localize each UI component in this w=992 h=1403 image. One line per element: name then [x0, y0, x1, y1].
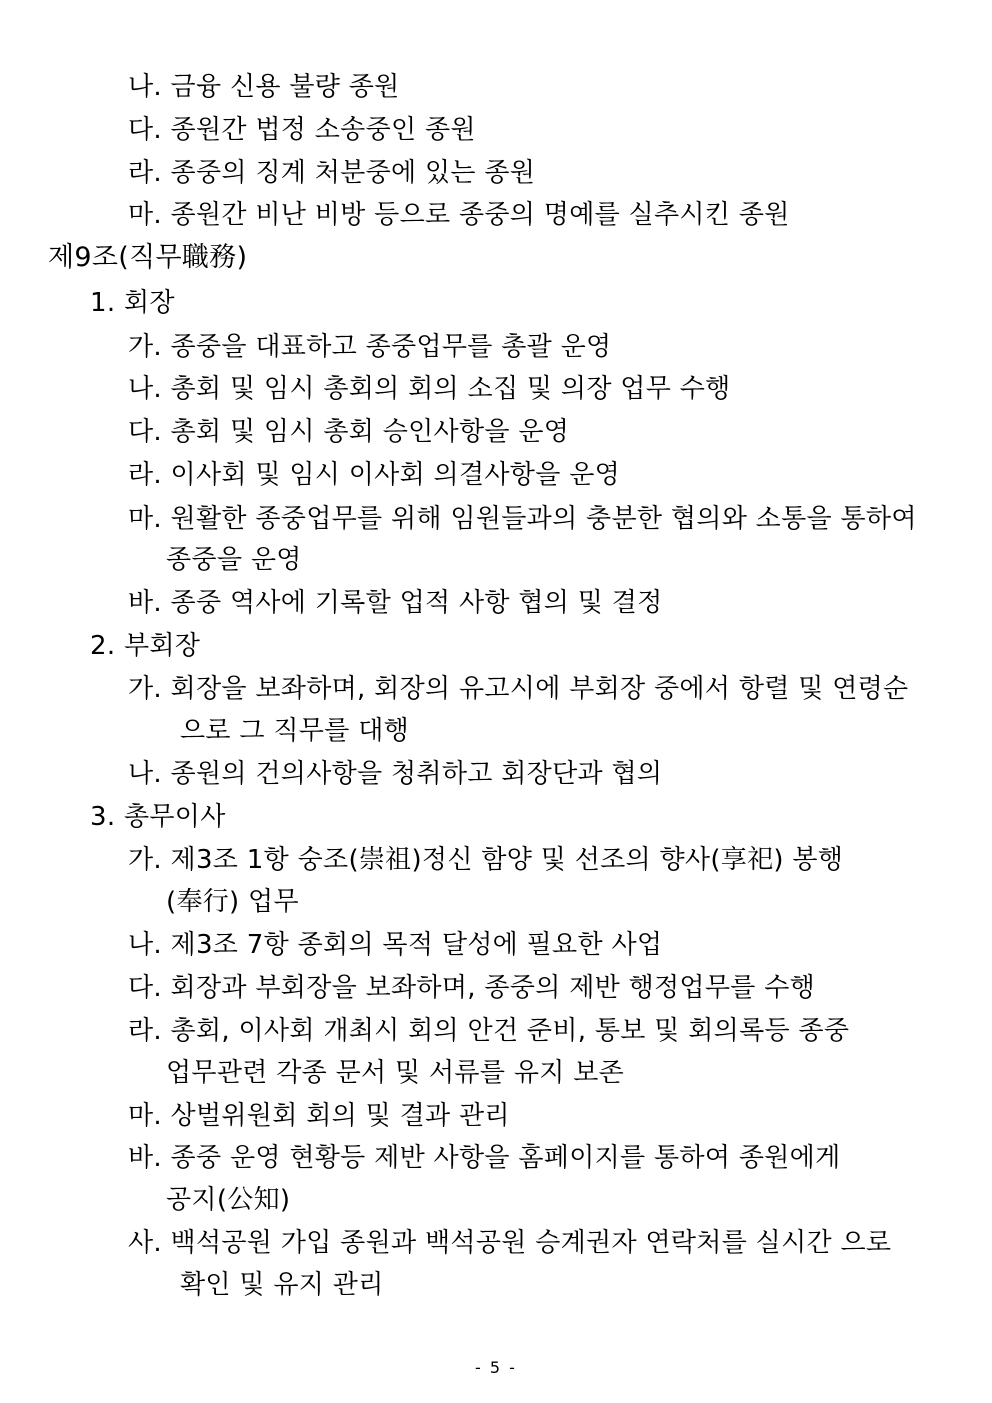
sec3-item-na: 나. 제3조 7항 종회의 목적 달성에 필요한 사업	[128, 930, 663, 960]
sec3-item-ga: 가. 제3조 1항 숭조(崇祖)정신 함양 및 선조의 향사(享祀) 봉행	[128, 845, 844, 875]
sec1-item-ga: 가. 종중을 대표하고 종중업무를 총괄 운영	[128, 332, 612, 362]
sec1-item-da: 다. 총회 및 임시 총회 승인사항을 운영	[128, 417, 570, 447]
sec3-item-ba-cont: 공지(公知)	[166, 1185, 291, 1215]
prev-item-da: 다. 종원간 법정 소송중인 종원	[128, 115, 476, 145]
sec2-item-ga: 가. 회장을 보좌하며, 회장의 유고시에 부회장 중에서 항렬 및 연령순	[128, 674, 909, 704]
sec3-item-ra-cont: 업무관련 각종 문서 및 서류를 유지 보존	[166, 1058, 625, 1088]
section-1-title: 1. 회장	[90, 288, 175, 318]
sec3-item-ga-cont: (奉行) 업무	[166, 887, 299, 917]
section-2-title: 2. 부회장	[90, 631, 201, 661]
sec1-item-ba: 바. 종중 역사에 기록할 업적 사항 협의 및 결정	[128, 588, 663, 618]
sec3-item-ba: 바. 종중 운영 현황등 제반 사항을 홈페이지를 통하여 종원에게	[128, 1143, 841, 1173]
sec3-item-ma: 마. 상벌위원회 회의 및 결과 관리	[128, 1101, 510, 1131]
prev-item-ma: 마. 종원간 비난 비방 등으로 종중의 명예를 실추시킨 종원	[128, 200, 790, 230]
prev-item-ra: 라. 종중의 징계 처분중에 있는 종원	[128, 158, 536, 188]
sec3-item-sa: 사. 백석공원 가입 종원과 백석공원 승계권자 연락처를 실시간 으로	[128, 1228, 892, 1258]
sec3-item-sa-cont: 확인 및 유지 관리	[180, 1270, 384, 1300]
sec2-item-ga-cont: 으로 그 직무를 대행	[180, 716, 410, 746]
sec1-item-na: 나. 총회 및 임시 총회의 회의 소집 및 의장 업무 수행	[128, 374, 731, 404]
sec1-item-ma: 마. 원활한 종중업무를 위해 임원들과의 충분한 협의와 소통을 통하여	[128, 504, 917, 534]
article-9-heading: 제9조(직무職務)	[48, 242, 248, 273]
page-number: - 5 -	[475, 1358, 517, 1377]
sec3-item-ra: 라. 총회, 이사회 개최시 회의 안건 준비, 통보 및 회의록등 종중	[128, 1016, 850, 1046]
sec1-item-ra: 라. 이사회 및 임시 이사회 의결사항을 운영	[128, 460, 621, 490]
sec3-item-da: 다. 회장과 부회장을 보좌하며, 종중의 제반 행정업무를 수행	[128, 973, 816, 1003]
sec1-item-ma-cont: 종중을 운영	[166, 545, 302, 575]
sec2-item-na: 나. 종원의 건의사항을 청취하고 회장단과 협의	[128, 759, 663, 789]
prev-item-na: 나. 금융 신용 불량 종원	[128, 72, 400, 102]
section-3-title: 3. 총무이사	[90, 802, 226, 832]
